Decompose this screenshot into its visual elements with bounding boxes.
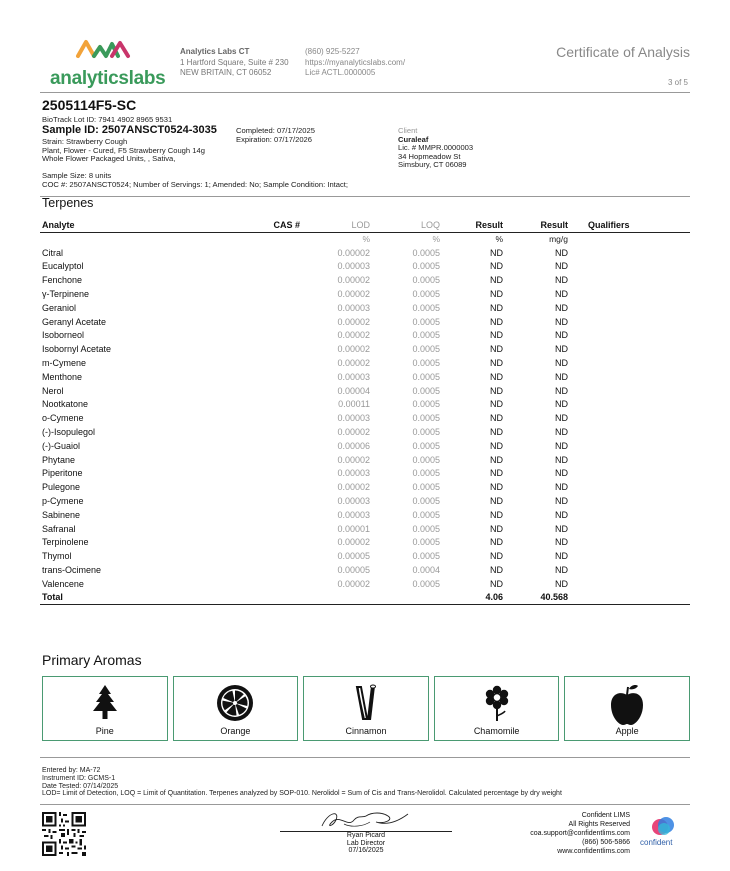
biotrack-lot-id: BioTrack Lot ID: 7941 4902 8965 9531 — [42, 115, 173, 124]
result-mgg: ND — [555, 316, 568, 327]
analyte-name: p-Cymene — [42, 496, 84, 507]
table-row — [40, 425, 690, 439]
analyte-name: Safranal — [42, 523, 76, 534]
sample-details — [42, 138, 205, 164]
result-mgg: ND — [555, 496, 568, 507]
table-row — [40, 315, 690, 329]
lod-value: 0.00002 — [337, 358, 370, 369]
total-row — [40, 591, 690, 605]
result-percent: ND — [490, 454, 503, 465]
lod-value: 0.00002 — [337, 344, 370, 355]
qualifier — [570, 287, 690, 301]
dates-block — [236, 127, 315, 144]
lod-value: 0.00005 — [337, 565, 370, 576]
loq-value: 0.0005 — [412, 523, 440, 534]
result-percent: ND — [490, 247, 503, 258]
table-row — [40, 384, 690, 398]
qualifier — [570, 577, 690, 591]
qualifier — [570, 246, 690, 260]
lab-address-line2: NEW BRITAIN, CT 06052 — [180, 68, 272, 77]
report-id: 2505114F5-SC — [42, 97, 137, 113]
lims-rights: All Rights Reserved — [568, 821, 630, 828]
cas-number — [270, 467, 302, 481]
loq-value: 0.0005 — [412, 344, 440, 355]
cas-number — [270, 563, 302, 577]
unit-loq: % — [432, 234, 440, 245]
analyte-name: Geranyl Acetate — [42, 316, 107, 327]
header-result-percent: Result — [442, 219, 505, 232]
lab-address-line1: 1 Hartford Square, Suite # 230 — [180, 57, 289, 67]
instrument-id: Instrument ID: GCMS-1 — [42, 774, 116, 782]
qualifier — [570, 563, 690, 577]
lod-value: 0.00004 — [337, 385, 370, 396]
qualifier — [570, 273, 690, 287]
lod-value: 0.00003 — [337, 302, 370, 313]
table-row — [40, 549, 690, 563]
sample-size: Sample Size: 8 units — [42, 171, 112, 180]
qualifier — [570, 356, 690, 370]
header-lod: LOD — [302, 219, 372, 232]
signer-block — [280, 832, 452, 855]
loq-value: 0.0005 — [412, 509, 440, 520]
lod-value: 0.00002 — [337, 316, 370, 327]
method-notes: LOD= Limit of Detection, LOQ = Limit of Quantitation. Terpenes analyzed by SOP-010. Nerolidol = Sum of Cis and Trans-Nerolidol. Calculated percentage by dry weight — [42, 790, 562, 798]
result-mgg: ND — [555, 454, 568, 465]
cas-number — [270, 301, 302, 315]
analyte-name: Thymol — [42, 551, 72, 562]
cas-number — [270, 453, 302, 467]
header-analyte: Analyte — [40, 219, 270, 232]
qualifier — [570, 439, 690, 453]
table-row — [40, 467, 690, 481]
result-percent: ND — [490, 440, 503, 451]
analyte-name: Nerol — [42, 385, 64, 396]
sample-meta — [42, 172, 348, 189]
loq-value: 0.0005 — [412, 413, 440, 424]
analyte-name: Terpinolene — [42, 537, 89, 548]
result-percent: ND — [490, 537, 503, 548]
table-row — [40, 536, 690, 550]
loq-value: 0.0005 — [412, 371, 440, 382]
result-percent: ND — [490, 385, 503, 396]
table-row — [40, 480, 690, 494]
result-percent: ND — [490, 468, 503, 479]
entered-by: Entered by: MA-72 — [42, 767, 101, 774]
loq-value: 0.0005 — [412, 385, 440, 396]
result-percent: ND — [490, 427, 503, 438]
lab-license: Lic# ACTL.0000005 — [305, 68, 376, 77]
cas-number — [270, 273, 302, 287]
loq-value: 0.0005 — [412, 289, 440, 300]
aroma-card-apple — [564, 676, 690, 741]
cas-number — [270, 287, 302, 301]
footer-divider — [40, 804, 690, 805]
cas-number — [270, 577, 302, 591]
header-cas: CAS # — [270, 219, 302, 232]
result-percent: ND — [490, 371, 503, 382]
aromas-row — [42, 676, 690, 741]
confident-logo-mark-icon — [648, 815, 678, 837]
table-header-row — [40, 219, 690, 232]
cas-number — [270, 522, 302, 536]
loq-value: 0.0005 — [412, 330, 440, 341]
table-row — [40, 370, 690, 384]
qualifier — [570, 329, 690, 343]
loq-value: 0.0005 — [412, 302, 440, 313]
cas-number — [270, 356, 302, 370]
lod-value: 0.00003 — [337, 371, 370, 382]
table-row — [40, 563, 690, 577]
analyte-name: Isobornyl Acetate — [42, 344, 112, 355]
footer-notes — [42, 767, 562, 798]
info-divider — [40, 196, 690, 197]
table-row — [40, 356, 690, 370]
client-name: Curaleaf — [398, 134, 429, 144]
result-mgg: ND — [555, 413, 568, 424]
signer-title: Lab Director — [346, 839, 386, 847]
lab-contact-block — [305, 47, 405, 79]
result-percent: ND — [490, 509, 503, 520]
result-percent: ND — [490, 275, 503, 286]
lod-value: 0.00002 — [337, 454, 370, 465]
cinnamon-stick-icon — [351, 683, 381, 723]
cas-number — [270, 246, 302, 260]
result-percent: ND — [490, 316, 503, 327]
lod-value: 0.00002 — [337, 330, 370, 341]
cas-number — [270, 439, 302, 453]
aroma-card-chamomile — [434, 676, 560, 741]
loq-value: 0.0005 — [412, 578, 440, 589]
analyte-name: γ-Terpinene — [42, 289, 90, 300]
qualifier — [570, 536, 690, 550]
header-result-mgg: Result — [505, 219, 570, 232]
product-line1: Plant, Flower - Cured, F5 Strawberry Cough 14g — [42, 145, 205, 155]
result-mgg: ND — [555, 399, 568, 410]
lod-value: 0.00002 — [337, 275, 370, 286]
table-row — [40, 329, 690, 343]
logo-wordmark: analyticslabs — [50, 68, 166, 89]
result-mgg: ND — [555, 385, 568, 396]
result-percent: ND — [490, 358, 503, 369]
result-mgg: ND — [555, 344, 568, 355]
signer-name: Ryan Picard — [346, 832, 386, 839]
aromas-section-title: Primary Aromas — [42, 652, 142, 668]
cas-number — [270, 342, 302, 356]
qualifier — [570, 384, 690, 398]
loq-value: 0.0005 — [412, 440, 440, 451]
analyte-name: trans-Ocimene — [42, 565, 102, 576]
lims-email-link[interactable]: coa.support@confidentlims.com — [530, 830, 630, 837]
result-mgg: ND — [555, 427, 568, 438]
lims-phone: (866) 506-5866 — [582, 839, 630, 846]
product-line2: Whole Flower Packaged Units, , Sativa, — [42, 154, 176, 164]
aroma-card-pine — [42, 676, 168, 741]
table-row — [40, 301, 690, 315]
loq-value: 0.0005 — [412, 427, 440, 438]
cas-number — [270, 411, 302, 425]
qualifier — [570, 480, 690, 494]
analyte-name: (-)-Isopulegol — [42, 427, 96, 438]
loq-value: 0.0005 — [412, 247, 440, 258]
table-row — [40, 273, 690, 287]
cas-number — [270, 494, 302, 508]
lod-value: 0.00002 — [337, 537, 370, 548]
qualifier — [570, 549, 690, 563]
result-percent: ND — [490, 330, 503, 341]
unit-lod: % — [362, 234, 370, 245]
loq-value: 0.0005 — [412, 496, 440, 507]
result-mgg: ND — [555, 247, 568, 258]
lod-value: 0.00003 — [337, 468, 370, 479]
loq-value: 0.0005 — [412, 454, 440, 465]
result-mgg: ND — [555, 261, 568, 272]
loq-value: 0.0005 — [412, 399, 440, 410]
qualifier — [570, 425, 690, 439]
result-percent: ND — [490, 399, 503, 410]
lod-value: 0.00006 — [337, 440, 370, 451]
result-mgg: ND — [555, 468, 568, 479]
expiration-date: Expiration: 07/17/2026 — [236, 134, 312, 144]
analyte-name: Citral — [42, 247, 64, 258]
strain: Strain: Strawberry Cough — [42, 137, 128, 146]
loq-value: 0.0004 — [412, 565, 440, 576]
lab-name: Analytics Labs CT — [180, 47, 250, 56]
loq-value: 0.0005 — [412, 275, 440, 286]
aroma-card-orange — [173, 676, 299, 741]
coc-info: COC #: 2507ANSCT0524; Number of Servings: 1; Amended: No; Sample Condition: Intact; — [42, 179, 349, 189]
loq-value: 0.0005 — [412, 358, 440, 369]
analyte-name: Menthone — [42, 371, 83, 382]
result-mgg: ND — [555, 358, 568, 369]
result-percent: ND — [490, 289, 503, 300]
qualifier — [570, 260, 690, 274]
qualifier — [570, 508, 690, 522]
cas-number — [270, 549, 302, 563]
aroma-label: Chamomile — [473, 726, 520, 736]
document-title: Certificate of Analysis — [556, 44, 690, 60]
lims-info — [530, 811, 630, 856]
result-mgg: ND — [555, 523, 568, 534]
confident-wordmark: confident — [640, 838, 673, 847]
lab-phone: (860) 925-5227 — [305, 47, 360, 56]
result-percent: ND — [490, 413, 503, 424]
aroma-label: Apple — [615, 726, 639, 736]
qr-code-icon[interactable] — [42, 812, 86, 856]
table-row — [40, 342, 690, 356]
sample-id: Sample ID: 2507ANSCT0524-3035 — [42, 124, 217, 136]
client-license: Lic. # MMPR.0000003 — [398, 143, 474, 153]
page-number: 3 of 5 — [667, 78, 688, 87]
lod-value: 0.00002 — [337, 578, 370, 589]
cas-number — [270, 260, 302, 274]
result-mgg: ND — [555, 537, 568, 548]
result-mgg: ND — [555, 440, 568, 451]
total-lod — [302, 591, 372, 605]
cas-number — [270, 480, 302, 494]
qualifier — [570, 453, 690, 467]
lod-value: 0.00002 — [337, 427, 370, 438]
analyte-name: Isoborneol — [42, 330, 85, 341]
loq-value: 0.0005 — [412, 551, 440, 562]
total-cas — [270, 591, 302, 605]
table-row — [40, 494, 690, 508]
cas-number — [270, 508, 302, 522]
table-row — [40, 577, 690, 591]
lod-value: 0.00005 — [337, 551, 370, 562]
result-percent: ND — [490, 551, 503, 562]
client-address1: 34 Hopmeadow St — [398, 151, 461, 161]
cas-number — [270, 425, 302, 439]
cas-number — [270, 384, 302, 398]
analyte-name: Piperitone — [42, 468, 83, 479]
date-tested: Date Tested: 07/14/2025 — [42, 782, 119, 790]
header-qualifiers: Qualifiers — [570, 219, 690, 232]
analyte-name: (-)-Guaiol — [42, 440, 81, 451]
result-mgg: ND — [555, 330, 568, 341]
result-mgg: ND — [555, 578, 568, 589]
aroma-label: Orange — [220, 726, 251, 736]
lod-value: 0.00002 — [337, 247, 370, 258]
analyte-name: Phytane — [42, 454, 76, 465]
client-label: Client — [398, 126, 418, 135]
total-result-percent: 4.06 — [442, 591, 505, 605]
qualifier — [570, 342, 690, 356]
total-loq — [372, 591, 442, 605]
terpenes-section-title: Terpenes — [42, 196, 94, 210]
aroma-label: Pine — [95, 726, 114, 736]
analyte-name: Nootkatone — [42, 399, 89, 410]
lod-value: 0.00011 — [338, 399, 370, 410]
confident-logo — [640, 815, 678, 847]
lab-address-block — [180, 47, 289, 79]
client-block — [398, 127, 473, 170]
lims-website-link[interactable]: www.confidentlims.com — [557, 848, 630, 855]
pine-tree-icon — [91, 683, 119, 723]
qualifier — [570, 315, 690, 329]
header-loq: LOQ — [372, 219, 442, 232]
table-row — [40, 453, 690, 467]
qualifier — [570, 301, 690, 315]
orange-slice-icon — [215, 683, 255, 723]
analyte-name: m-Cymene — [42, 358, 87, 369]
analyte-name: Pulegone — [42, 482, 81, 493]
lod-value: 0.00002 — [337, 482, 370, 493]
qualifier — [570, 398, 690, 412]
result-percent: ND — [490, 344, 503, 355]
cas-number — [270, 329, 302, 343]
table-row — [40, 411, 690, 425]
table-row — [40, 287, 690, 301]
cas-number — [270, 370, 302, 384]
result-percent: ND — [490, 302, 503, 313]
table-row — [40, 398, 690, 412]
result-mgg: ND — [555, 551, 568, 562]
aroma-card-cinnamon — [303, 676, 429, 741]
lod-value: 0.00001 — [337, 523, 370, 534]
client-address2: Simsbury, CT 06089 — [398, 160, 467, 170]
lab-website-link[interactable]: https://myanalyticslabs.com/ — [305, 57, 406, 67]
table-row — [40, 260, 690, 274]
analyte-name: Valencene — [42, 578, 84, 589]
table-row — [40, 508, 690, 522]
lod-value: 0.00003 — [337, 509, 370, 520]
result-mgg: ND — [555, 509, 568, 520]
unit-result-mgg: mg/g — [549, 234, 568, 245]
analyte-name: Sabinene — [42, 509, 81, 520]
qualifier — [570, 370, 690, 384]
units-row — [40, 232, 690, 246]
lod-value: 0.00003 — [337, 413, 370, 424]
chamomile-flower-icon — [482, 683, 512, 723]
result-percent: ND — [490, 565, 503, 576]
aromas-divider — [40, 757, 690, 758]
header-divider — [40, 92, 690, 93]
table-row — [40, 439, 690, 453]
lod-value: 0.00003 — [337, 496, 370, 507]
loq-value: 0.0005 — [412, 316, 440, 327]
lod-value: 0.00003 — [337, 261, 370, 272]
qualifier — [570, 467, 690, 481]
signature — [318, 806, 412, 832]
total-qualifier — [570, 591, 690, 605]
result-mgg: ND — [555, 371, 568, 382]
cas-number — [270, 536, 302, 550]
cas-number — [270, 398, 302, 412]
analyte-name: Fenchone — [42, 275, 83, 286]
loq-value: 0.0005 — [412, 537, 440, 548]
result-percent: ND — [490, 523, 503, 534]
loq-value: 0.0005 — [412, 482, 440, 493]
qualifier — [570, 522, 690, 536]
result-percent: ND — [490, 261, 503, 272]
result-mgg: ND — [555, 565, 568, 576]
total-result-mgg: 40.568 — [505, 591, 570, 605]
loq-value: 0.0005 — [412, 261, 440, 272]
result-mgg: ND — [555, 302, 568, 313]
apple-icon — [609, 683, 645, 727]
terpenes-table — [40, 219, 690, 605]
unit-result-percent: % — [495, 234, 503, 245]
result-percent: ND — [490, 578, 503, 589]
lims-name: Confident LIMS — [581, 812, 630, 819]
analyte-name: Geraniol — [42, 302, 77, 313]
signer-date: 07/16/2025 — [348, 847, 384, 854]
total-label: Total — [40, 591, 270, 605]
qualifier — [570, 494, 690, 508]
result-mgg: ND — [555, 289, 568, 300]
table-row — [40, 246, 690, 260]
analyte-name: Eucalyptol — [42, 261, 84, 272]
completed-date: Completed: 07/17/2025 — [236, 126, 315, 135]
qualifier — [570, 411, 690, 425]
cas-number — [270, 315, 302, 329]
analyte-name: o-Cymene — [42, 413, 84, 424]
aroma-label: Cinnamon — [345, 726, 387, 736]
result-percent: ND — [490, 482, 503, 493]
lod-value: 0.00002 — [337, 289, 370, 300]
table-row — [40, 522, 690, 536]
result-percent: ND — [490, 496, 503, 507]
result-mgg: ND — [555, 482, 568, 493]
loq-value: 0.0005 — [412, 468, 440, 479]
result-mgg: ND — [555, 275, 568, 286]
